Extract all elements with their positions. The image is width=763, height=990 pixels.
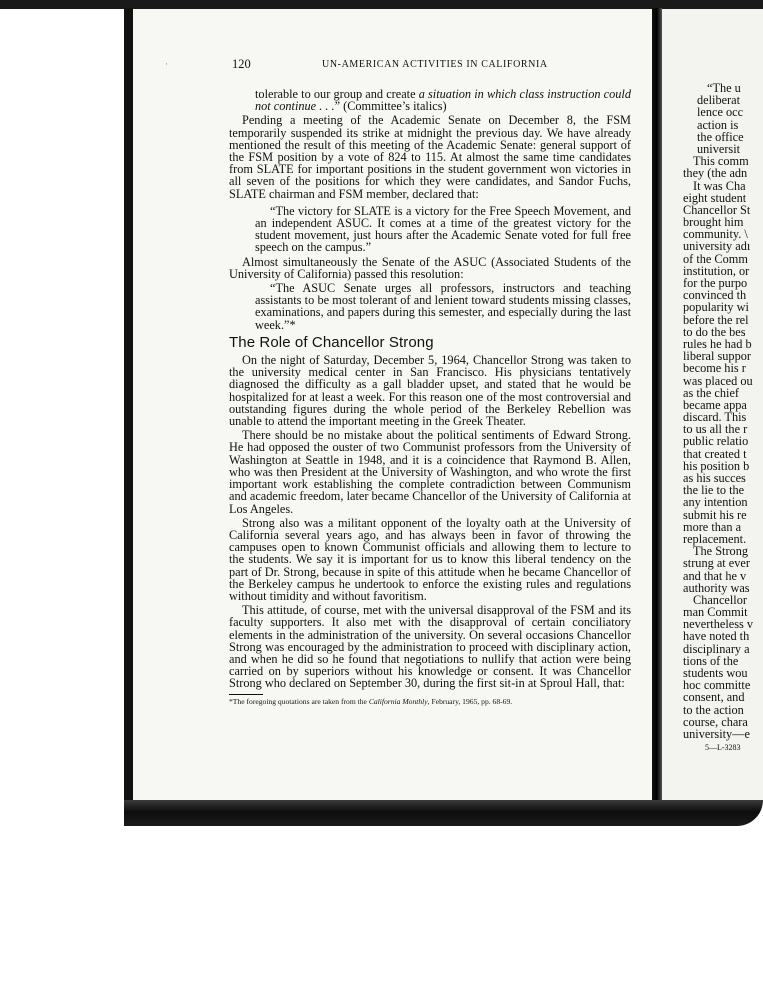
facing-page-line: eight student bbox=[683, 190, 747, 205]
facing-page-line: students wou bbox=[683, 666, 748, 680]
facing-page-line: discard. This bbox=[683, 410, 747, 425]
facing-page-line: to us all the r bbox=[683, 422, 748, 437]
facing-page-line: disciplinary a bbox=[683, 641, 750, 656]
facing-page-line: The Strong bbox=[693, 544, 748, 559]
facing-page-line: they (the adn bbox=[683, 166, 748, 181]
facing-page-line: rules he had b bbox=[683, 336, 752, 351]
facing-page-line: action is bbox=[697, 117, 739, 132]
facing-page-line: submit his re bbox=[683, 507, 747, 522]
facing-page-line: tions of the bbox=[683, 653, 739, 668]
paragraph: Strong also was a militant opponent of the loyalty oath at the University of California several years ago, and has always been in favor of throwing the campuses open to known Communist officials and allowing them to lecture to the students. We say it is important for us to know this liberal tendency on the part of Dr. Strong, because in spite of this attitude when he became Chancellor of the Berkeley campus he undertook to enforce the existing rules and regulations without timidity and without favoritism. bbox=[229, 515, 631, 603]
italic-emphasis: a situation in which class instruction could not continue . . . bbox=[255, 87, 631, 114]
facing-page-line: to do the bes bbox=[683, 324, 746, 339]
paragraph: Pending a meeting of the Academic Senate on December 8, the FSM temporarily suspended its strike at midnight the previous day. We have already mentioned the result of this meeting of the Academic Senate: general support of the FSM position by a vote of 824 to 115. At almost the same time candidates from SLATE for important positions in the student government won victories in all seven of the positions for which they were candidates, and Sandor Fuchs, SLATE chairman and FSM member, declared that: bbox=[229, 113, 631, 201]
book-gutter bbox=[652, 8, 662, 820]
facing-page-line: university adı bbox=[683, 239, 751, 254]
facing-page-line: the lie to the bbox=[683, 483, 745, 498]
facing-page-line: man Commit bbox=[683, 605, 748, 620]
facing-page-line: became appa bbox=[683, 397, 747, 412]
facing-page-line: to the action bbox=[683, 702, 744, 717]
block-quote: “The victory for SLATE is a victory for the Free Speech Movement, and an independent ASUC. It comes at a time of the greatest victory for the student movement, just hours after the Academic Senate voted for full free speech on the campus.” bbox=[255, 203, 631, 255]
paragraph: There should be no mistake about the political sentiments of Edward Strong. He had opposed the ouster of two Communist professors from the University of Washington at Seattle in 1948, and it is a coincidence that Raymond B. Allen, who was then President at the University of Washington, and who wrote the first important work establishing the complete contradiction between Communism and academic freedom, later became Chancellor of the University of California at Los Angeles. bbox=[229, 428, 631, 516]
scan-bottom-edge bbox=[124, 800, 763, 826]
facing-page-line: of the Comm bbox=[683, 251, 748, 266]
facing-page-line: strung at ever bbox=[683, 556, 750, 571]
footnote-rule bbox=[229, 694, 263, 695]
facing-page-line: replacement. bbox=[683, 531, 747, 546]
running-title: UN-AMERICAN ACTIVITIES IN CALIFORNIA bbox=[322, 59, 548, 70]
facing-page-line: for the purpo bbox=[683, 276, 748, 290]
facing-page-line: Chancellor St bbox=[683, 202, 751, 217]
facing-page-line: This comm bbox=[693, 154, 749, 169]
facing-page-line: brought him bbox=[683, 215, 744, 230]
facing-page-line: have noted th bbox=[683, 629, 750, 644]
facing-page-line: hoc committe bbox=[683, 678, 751, 693]
facing-page-line: was placed ou bbox=[683, 373, 753, 388]
facing-page-line: convinced th bbox=[683, 288, 747, 303]
facing-page-line: authority was bbox=[683, 580, 750, 595]
paragraph: On the night of Saturday, December 5, 1964, Chancellor Strong was taken to the university medical center in San Francisco. His physicians tentatively diagnosed the difficulty as a gall bladder upset, and stated that he would be hospitalized for at least a week. For this reason one of the most controversial and outstanding figures during the whole period of the Berkeley Rebellion was unable to attend the important meeting in the Greek Theater. bbox=[229, 353, 631, 429]
facing-page-line: as his succes bbox=[683, 471, 746, 485]
facing-page-line: deliberat bbox=[697, 93, 741, 108]
paragraph: Almost simultaneously the Senate of the ASUC (Associated Students of the University of California) passed this resolution: bbox=[229, 254, 631, 281]
facing-page-line: “The u bbox=[707, 81, 741, 95]
facing-page-line: nevertheless v bbox=[683, 617, 753, 632]
facing-page-footer: 5—L-3283 bbox=[705, 743, 741, 753]
facing-page-line: that created t bbox=[683, 446, 747, 461]
facing-page-line: more than a bbox=[683, 519, 742, 534]
block-quote: “The ASUC Senate urges all professors, instructors and teaching assistants to be most tolerant of and lenient toward students missing classes, examinations, and papers during this semester, and especially during the last week.”* bbox=[255, 281, 631, 332]
running-head bbox=[232, 57, 642, 75]
section-heading: The Role of Chancellor Strong bbox=[229, 333, 434, 351]
page-number: 120 bbox=[232, 57, 251, 71]
facing-page-line: consent, and bbox=[683, 690, 745, 705]
quote-continuation: tolerable to our group and create a situation in which class instruction could not continue . . .” (Committee’s italics) bbox=[255, 87, 631, 114]
facing-page-line: universit bbox=[697, 141, 741, 156]
paragraph: This attitude, of course, met with the universal disapproval of the FSM and its faculty supporters. It also met with the disapproval of certain conciliatory elements in the administration of the university. On several occasions Chancellor Strong was encouraged by the administration to proceed with disciplinary action, and when he did so he found that negotiations to nullify that action were being carried on by superiors without his knowledge or consent. It was Chancellor Strong who declared on September 30, during the first sit-in at Sproul Hall, that: bbox=[229, 603, 631, 691]
facing-page-line: become his r bbox=[683, 361, 746, 376]
scan-speck: · bbox=[165, 59, 168, 69]
facing-page-line: popularity wi bbox=[683, 300, 749, 315]
page-body bbox=[229, 88, 631, 706]
facing-page-line: his position b bbox=[683, 458, 750, 473]
facing-page-line: It was Cha bbox=[693, 178, 746, 193]
facing-page-line: community. \ bbox=[683, 227, 748, 242]
facing-page-line: any intention bbox=[683, 495, 748, 510]
facing-page-line: institution, or bbox=[683, 263, 750, 278]
facing-page-line: as the chief bbox=[683, 385, 739, 400]
facing-page-line: lence occ bbox=[697, 105, 744, 120]
facing-page-line: liberal suppor bbox=[683, 349, 751, 364]
facing-page-line: Chancellor bbox=[693, 592, 747, 607]
scan-left-edge bbox=[124, 8, 133, 813]
facing-page-line: and that he v bbox=[683, 568, 747, 583]
facing-page-text bbox=[683, 81, 763, 754]
scan-top-edge bbox=[0, 0, 763, 9]
facing-page-line: public relatio bbox=[683, 434, 749, 449]
facing-page-line: before the rel bbox=[683, 312, 749, 327]
facing-page-line: course, chara bbox=[683, 714, 748, 729]
facing-page-line: the office bbox=[697, 129, 744, 144]
facing-page-line: university—e bbox=[683, 726, 750, 741]
footnote: *The foregoing quotations are taken from the California Monthly, February, 1965, pp. 68-69. bbox=[229, 696, 513, 706]
